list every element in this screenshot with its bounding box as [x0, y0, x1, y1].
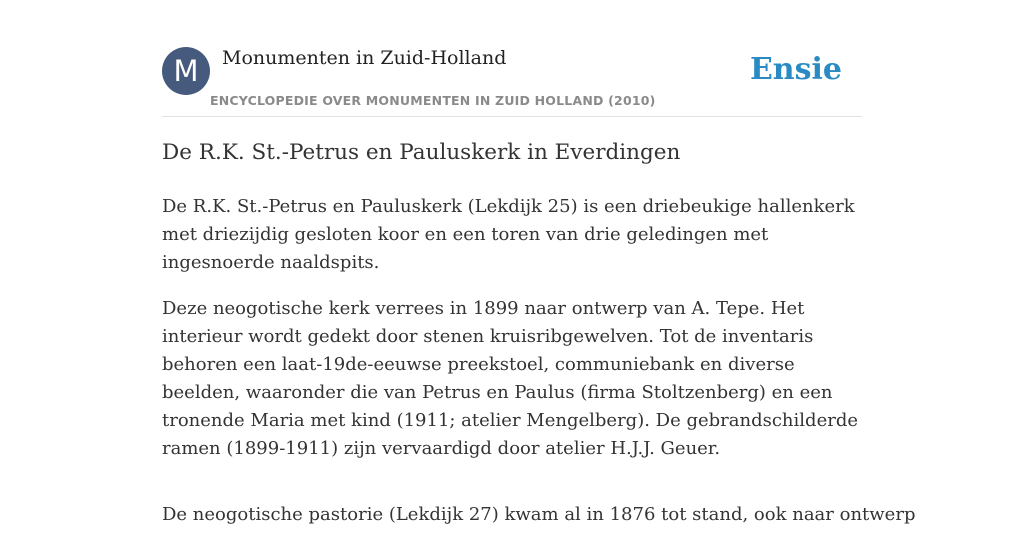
article-paragraph: De neogotische pastorie (Lekdijk 27) kwam al in 1876 tot stand, ook naar ontwerp [162, 504, 916, 525]
ensie-logo[interactable]: Ensie [749, 52, 842, 87]
article-paragraph: Deze neogotische kerk verrees in 1899 naar ontwerp van A. Tepe. Het interieur wordt gedekt door stenen kruisribgewelven. Tot de inventaris behoren een laat-19de-eeuwse preekstoel, communiebank en diverse beelden, waaronder die van Petrus en Paulus (firma Stoltzenberg) en een tronende Maria met kind (1911; atelier Mengelberg). De gebrandschilderde ramen (1899-1911) zijn vervaardigd door atelier H.J.J. Geuer. [162, 298, 858, 459]
article-body [162, 193, 916, 547]
source-header [162, 46, 862, 117]
source-subtitle: ENCYCLOPEDIE OVER MONUMENTEN IN ZUID HOLLAND (2010) [210, 93, 656, 108]
article-paragraph: De R.K. St.-Petrus en Pauluskerk (Lekdijk 25) is een driebeukige hallenkerk met driezijdig gesloten koor en een toren van drie geledingen met ingesnoerde naaldspits. [162, 196, 855, 273]
source-avatar[interactable]: M [162, 47, 210, 95]
source-title-link[interactable]: Monumenten in Zuid-Holland [222, 47, 507, 69]
article-title: De R.K. St.-Petrus en Pauluskerk in Everdingen [162, 140, 681, 165]
